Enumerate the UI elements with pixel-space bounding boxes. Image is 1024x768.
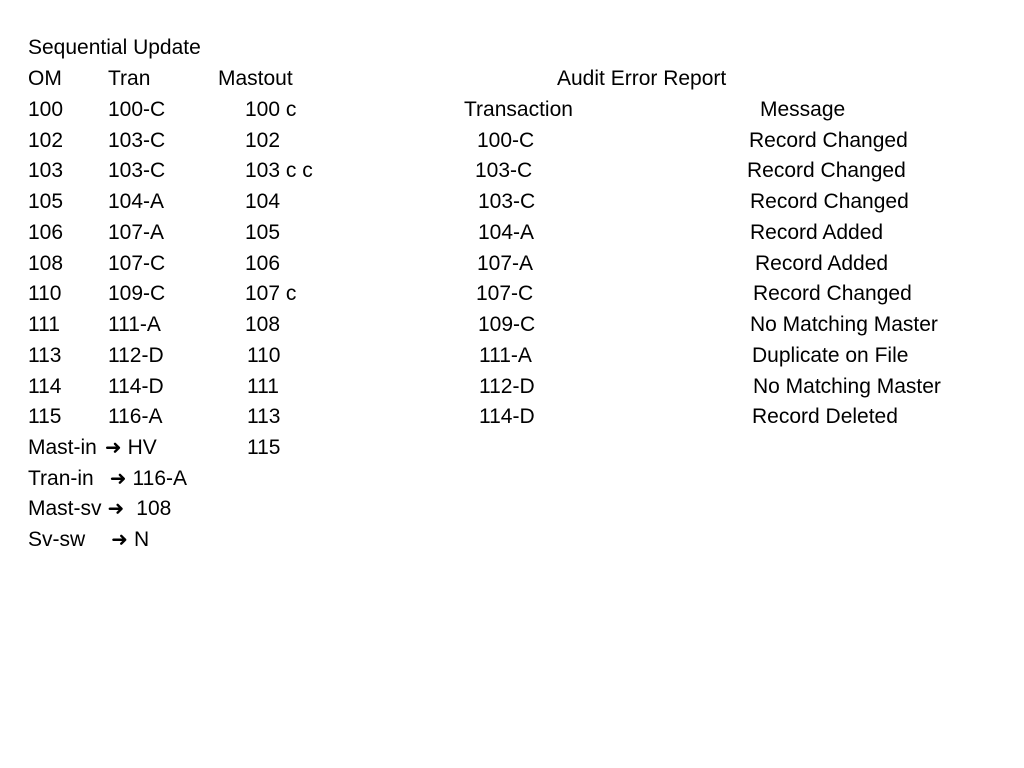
status-line — [28, 498, 171, 519]
tran-value: 103-C — [108, 159, 166, 182]
audit-transaction: 111-A — [479, 344, 532, 367]
status-value: 116-A — [132, 467, 187, 490]
audit-message: Record Changed — [750, 190, 909, 213]
audit-transaction: 109-C — [478, 313, 536, 336]
om-value: 106 — [28, 221, 64, 244]
status-label: Mast-in — [28, 436, 97, 459]
om-value: 110 — [28, 282, 62, 305]
right-arrow-icon: ➜ — [111, 529, 128, 551]
mastout-value: 106 — [245, 252, 281, 275]
status-value: 108 — [136, 497, 172, 520]
mastout-header: Mastout — [218, 67, 293, 90]
audit-report-title: Audit Error Report — [557, 67, 727, 90]
status-value: HV — [127, 436, 157, 459]
mastout-value: 105 — [245, 221, 281, 244]
status-line — [28, 437, 157, 458]
tran-value: 103-C — [108, 129, 166, 152]
tran-value: 116-A — [108, 405, 163, 428]
audit-message: Record Added — [750, 221, 884, 244]
tran-value: 109-C — [108, 282, 166, 305]
audit-transaction: 114-D — [479, 405, 535, 428]
audit-transaction: 100-C — [477, 129, 535, 152]
right-arrow-icon: ➜ — [109, 468, 127, 490]
audit-transaction: 103-C — [475, 159, 533, 182]
audit-transaction: 104-A — [478, 221, 535, 244]
status-line — [28, 529, 149, 550]
mastout-value: 102 — [245, 129, 281, 152]
tran-header: Tran — [108, 67, 151, 90]
audit-transaction: 103-C — [478, 190, 536, 213]
mastout-value: 104 — [245, 190, 281, 213]
audit-transaction: 107-C — [476, 282, 534, 305]
mastout-value: 113 — [247, 405, 281, 428]
mastout-value: 111 — [247, 375, 279, 398]
mastout-value: 110 — [247, 344, 281, 367]
om-value: 108 — [28, 252, 64, 275]
mastout-value: 107 c — [245, 282, 297, 305]
page-title: Sequential Update — [28, 36, 201, 59]
audit-message: Record Deleted — [752, 405, 898, 428]
audit-message: No Matching Master — [753, 375, 941, 398]
status-value: N — [133, 528, 150, 551]
tran-value: 114-D — [108, 375, 164, 398]
mastout-value: 103 c c — [245, 159, 313, 182]
om-value: 100 — [28, 98, 64, 121]
status-label: Tran-in — [28, 467, 94, 490]
tran-value: 112-D — [108, 344, 164, 367]
tran-value: 100-C — [108, 98, 166, 121]
audit-message: Record Added — [755, 252, 889, 275]
om-value: 102 — [28, 129, 64, 152]
audit-message: No Matching Master — [750, 313, 938, 336]
om-value: 105 — [28, 190, 64, 213]
audit-message: Record Changed — [753, 282, 912, 305]
audit-message: Record Changed — [747, 159, 906, 182]
status-label: Mast-sv — [28, 497, 102, 520]
om-header: OM — [28, 67, 62, 90]
tran-value: 104-A — [108, 190, 165, 213]
message-header: Message — [760, 98, 846, 121]
audit-message: Record Changed — [749, 129, 908, 152]
audit-message: Duplicate on File — [752, 344, 909, 367]
om-value: 103 — [28, 159, 64, 182]
tran-value: 107-C — [108, 252, 166, 275]
om-value: 111 — [28, 313, 60, 336]
mastout-value: 108 — [245, 313, 281, 336]
status-line — [28, 468, 187, 489]
transaction-header: Transaction — [464, 98, 573, 121]
om-value: 115 — [28, 405, 62, 428]
om-value: 113 — [28, 344, 62, 367]
tran-value: 107-A — [108, 221, 165, 244]
audit-transaction: 107-A — [477, 252, 534, 275]
mastout-value: 100 c — [245, 98, 297, 121]
om-value: 114 — [28, 375, 62, 398]
right-arrow-icon: ➜ — [104, 437, 122, 459]
status-label: Sv-sw — [28, 528, 86, 551]
tran-value: 111-A — [108, 313, 161, 336]
right-arrow-icon: ➜ — [107, 498, 125, 520]
audit-transaction: 112-D — [479, 375, 535, 398]
mastout-value: 115 — [247, 436, 281, 459]
